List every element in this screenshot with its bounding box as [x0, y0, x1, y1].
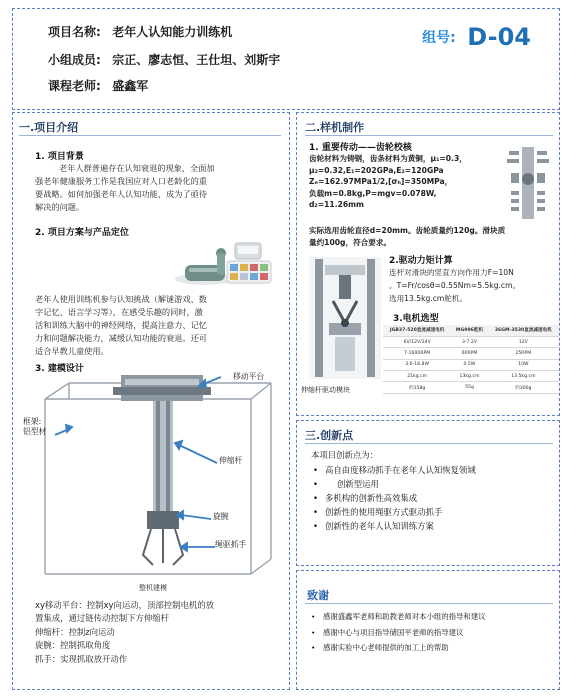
motor-col-header: JGB37-520直流减速电机	[383, 325, 451, 336]
table-cell: 3-7.2V	[451, 336, 487, 347]
thanks-title-text: 致谢	[307, 589, 329, 602]
list-item: • 感谢实验中心老师提供的加工上的帮助	[309, 642, 519, 654]
plan-line: 适合早教儿童使用。	[35, 346, 109, 356]
members-value: 宗正、廖志恒、王仕坦、刘斯宇	[112, 53, 281, 67]
gear-conclusion	[309, 225, 555, 248]
group-value: D-04	[467, 23, 531, 51]
bg-line: 解决的问题。	[35, 202, 85, 212]
list-item: • 高自由度移动抓手在老年人认知恢复领域	[311, 463, 555, 477]
table-row	[383, 382, 559, 393]
table-cell: 21kg.cm	[383, 371, 451, 382]
desc-line: 旋腕：控制抓取角度	[35, 640, 111, 651]
table-cell: 12V	[488, 336, 559, 347]
intro-panel	[12, 112, 290, 690]
prototype-section-title	[305, 119, 364, 135]
machine-model-image	[35, 369, 285, 581]
plan-line: 活和训练大脑中的神经网络，提高注意力、记忆	[35, 320, 207, 330]
torque-line: 连杆对滑块的竖直方向作用力F=10N	[389, 268, 514, 277]
motor-heading: 3.电机选型	[393, 314, 439, 324]
table-cell: 60RPM	[451, 348, 487, 359]
table-cell: 25RPM	[488, 348, 559, 359]
bg-line: 强老年健康服务工作是我国应对人口老龄化的重	[35, 176, 207, 186]
header-panel	[12, 8, 560, 110]
background-text	[35, 162, 287, 214]
table-cell: 13kg.cm	[451, 371, 487, 382]
prototype-title-rule	[305, 135, 553, 136]
motor-col-header: 36GM-3530直流减速电机	[488, 325, 559, 336]
label-frame-line1: 框架:	[23, 417, 42, 426]
innovation-section-title	[305, 427, 353, 443]
label-xy-platform: 移动平台	[233, 372, 265, 381]
table-cell: 7-1600RPM	[383, 348, 451, 359]
desc-line: xy移动平台：控制xy向运动，顶部控制电机的放	[35, 600, 214, 610]
model-heading: 3. 建模设计	[35, 364, 84, 374]
table-row	[383, 336, 559, 347]
teacher-value: 盛鑫军	[112, 79, 149, 93]
gear-line: μ₂=0.32,E₁=202GPa,E₂=120GPa	[309, 165, 444, 175]
bg-line: 要战略。如何加强老年人认知功能，成为了亟待	[35, 189, 207, 199]
teacher-label: 课程老师:	[48, 79, 101, 93]
members-row	[48, 51, 280, 68]
label-frame	[23, 417, 46, 437]
table-row	[383, 359, 559, 370]
innovation-intro: 本项目创新点为：	[311, 450, 378, 460]
list-item: • 创新性的使用绳驱方式驱动抓手	[311, 505, 555, 519]
thanks-section-title	[307, 587, 329, 603]
gear-line: Zₑ=162.97MPa1/2,[σₕ]=350MPa，	[309, 177, 453, 186]
motor-col-header: MG996舵机	[451, 325, 487, 336]
thanks-list	[309, 611, 519, 655]
prototype-panel	[296, 112, 560, 416]
thanks-panel	[296, 570, 560, 690]
list-item: • 感谢盛鑫军老师和助教老师对本小组的指导和建议	[309, 611, 519, 623]
prototype-title-text: 二.样机制作	[305, 121, 365, 134]
teacher-row	[48, 77, 148, 94]
label-rod: 伸缩杆	[219, 456, 243, 465]
plan-line: 老年人使用训练机参与认知挑战（解谜游戏、数	[35, 294, 207, 304]
plan-line: 字记忆、语言学习等），在感受乐趣的同时，激	[35, 307, 203, 317]
table-cell: 3.6-18.8W	[383, 359, 451, 370]
label-frame-line2: 铝型材	[23, 427, 47, 436]
project-value: 老年人认知能力训练机	[112, 25, 233, 39]
gear-calc	[309, 153, 511, 211]
list-item: • 多机构的创新性高效集成	[311, 491, 555, 505]
table-cell: 10W	[488, 359, 559, 370]
intro-section-title	[19, 119, 78, 135]
project-row	[48, 23, 232, 40]
plan-text	[35, 293, 287, 358]
model-caption: 整机建模	[139, 584, 167, 592]
gear-line: 实际选用齿轮直径d=20mm。齿轮质量约120g。滑块质	[309, 226, 506, 235]
intro-title-rule	[19, 135, 281, 136]
gear-line: 量约100g，符合要求。	[309, 237, 392, 247]
gear-part-image	[503, 143, 553, 223]
list-item: • 创新性的老年人认知训练方案	[311, 519, 555, 533]
table-cell: 55g	[451, 382, 487, 393]
label-gripper: 绳驱抓手	[215, 540, 247, 549]
table-row	[383, 348, 559, 359]
group-label: 组号:	[422, 30, 456, 46]
desc-line: 抓手：实现抓取放开动作	[35, 653, 128, 664]
torque-text	[389, 266, 559, 305]
plan-heading: 2. 项目方案与产品定位	[35, 228, 129, 238]
members-label: 小组成员:	[48, 53, 101, 67]
torque-line: 选用13.5kg.cm舵机。	[389, 294, 468, 303]
innovation-title-text: 三.创新点	[305, 429, 354, 442]
list-item-continuation: • 创新型运用	[311, 477, 555, 491]
model-description	[35, 599, 289, 666]
torque-heading: 2.驱动力矩计算	[389, 256, 453, 266]
innovation-title-rule	[305, 443, 553, 444]
motor-table	[383, 325, 559, 394]
desc-line: 置集成，通过链传动控制下方伸缩杆	[35, 613, 169, 624]
gear-line: d₂=11.26mm	[309, 200, 364, 209]
table-row	[383, 371, 559, 382]
product-image	[169, 235, 275, 287]
innovation-panel	[296, 420, 560, 566]
table-cell: 约158g	[383, 382, 451, 393]
group-tag	[422, 23, 531, 51]
table-cell: 6V/12V/24V	[383, 336, 451, 347]
bg-line: 老年人群普遍存在认知衰退的现象，全面加	[59, 163, 215, 173]
list-item: • 感谢中心与项目指导储国平老师的指导建议	[309, 627, 519, 639]
torque-line: 。T=Fr/cosθ=0.55Nm=5.5kg.cm。	[389, 281, 521, 290]
drive-module-image	[309, 257, 381, 379]
table-cell: 0.5W	[451, 359, 487, 370]
gear-line: 负载m=0.8kg,P=mgv=0.078W,	[309, 188, 437, 198]
thanks-title-rule	[305, 603, 553, 604]
intro-title-text: 一.项目介绍	[19, 121, 79, 134]
gear-line: 齿轮材料为铸钢，齿条材料为黄铜，μ₁=0.3，	[309, 154, 467, 163]
desc-line: 伸缩杆：控制z向运动	[35, 626, 115, 637]
innovation-list	[311, 463, 555, 533]
project-label: 项目名称:	[48, 25, 101, 39]
label-wrist: 旋腕	[213, 512, 229, 521]
table-cell: 约300g	[488, 382, 559, 393]
plan-line: 力和问题解决能力，减缓认知功能的衰退。还可	[35, 333, 207, 343]
background-heading: 1. 项目背景	[35, 152, 84, 162]
drive-module-caption: 伸缩杆驱动模块	[301, 386, 350, 394]
table-cell: 13.5kg.cm	[488, 371, 559, 382]
gear-heading: 1. 重要传动——齿轮校核	[309, 143, 412, 153]
motor-table-header	[383, 325, 559, 336]
